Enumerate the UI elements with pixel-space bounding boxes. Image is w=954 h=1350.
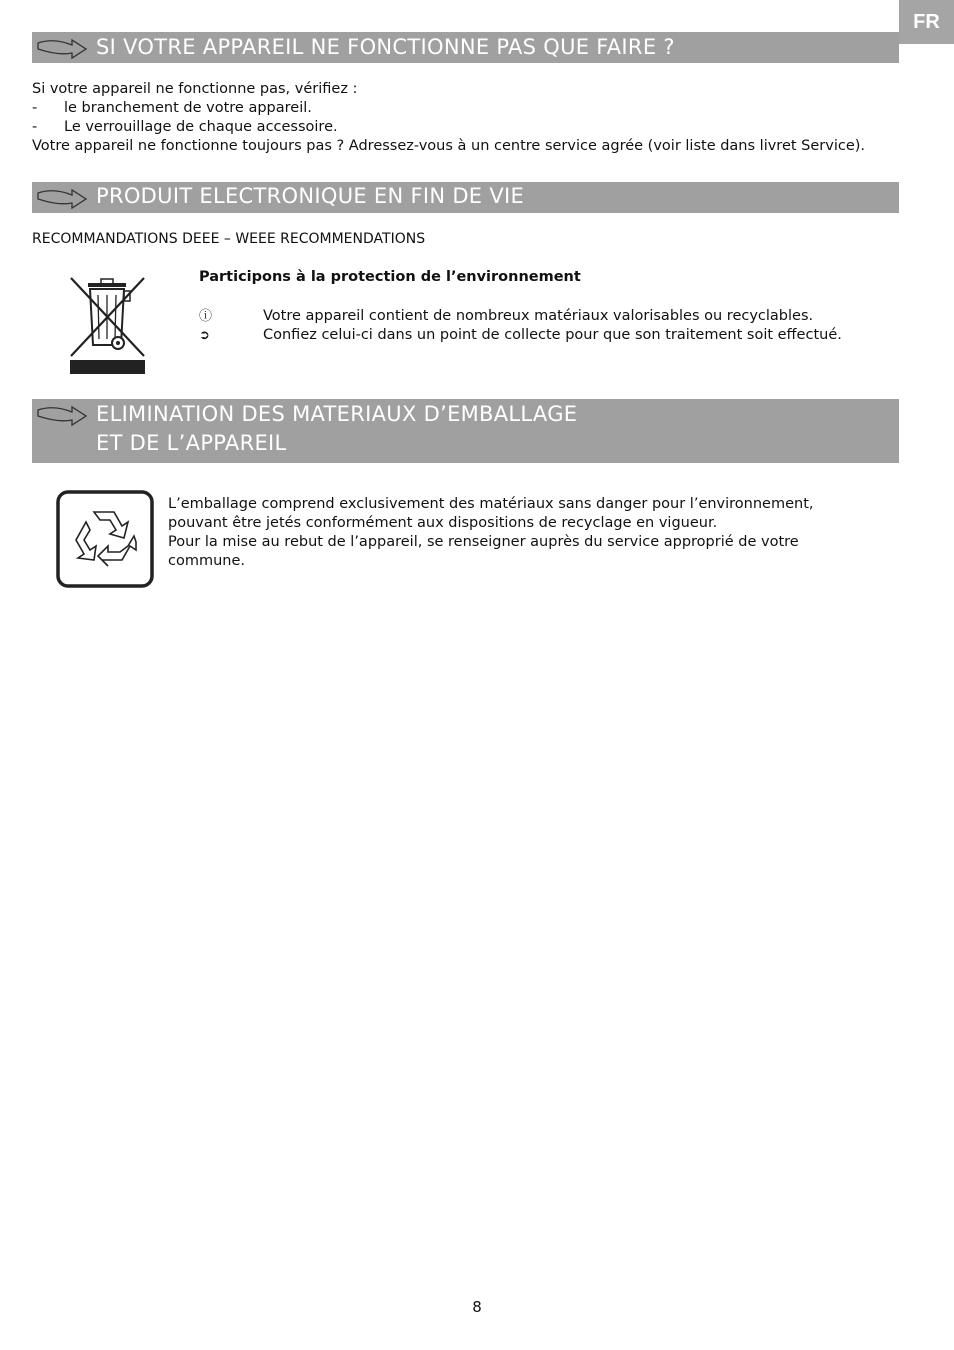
weee-list bbox=[199, 307, 842, 345]
arrow-icon bbox=[36, 187, 88, 211]
weee-title: Participons à la protection de l’environnement bbox=[199, 269, 581, 285]
list-item: - le branchement de votre appareil. bbox=[32, 100, 312, 116]
arrow-icon bbox=[36, 37, 88, 61]
paragraph-line: pouvant être jetés conformément aux dispositions de recyclage en vigueur. bbox=[168, 515, 718, 531]
packaging-text bbox=[168, 495, 888, 571]
intro-closing: Votre appareil ne fonctionne toujours pas ? Adressez-vous à un centre service agrée (voir liste dans livret Service). bbox=[32, 138, 866, 154]
paragraph-line: Pour la mise au rebut de l’appareil, se renseigner auprès du service approprié de votre bbox=[168, 534, 799, 550]
paragraph-line: commune. bbox=[168, 553, 246, 569]
arrow-icon bbox=[36, 404, 88, 428]
list-item: ➲ Confiez celui-ci dans un point de collecte pour que son traitement soit effectué. bbox=[199, 327, 842, 343]
section-title-line-2: ET DE L’APPAREIL bbox=[96, 431, 287, 455]
info-icon: ⓘ bbox=[199, 309, 213, 324]
section-header-end-of-life bbox=[32, 182, 899, 213]
page-number: 8 bbox=[472, 1298, 482, 1316]
paragraph-line: L’emballage comprend exclusivement des matériaux sans danger pour l’environnement, bbox=[168, 496, 814, 512]
arrow-bullet-icon: ➲ bbox=[199, 328, 210, 343]
section-title: PRODUIT ELECTRONIQUE EN FIN DE VIE bbox=[96, 184, 525, 208]
language-tab: FR bbox=[899, 0, 954, 44]
section-title-line-1: ELIMINATION DES MATERIAUX D’EMBALLAGE bbox=[96, 402, 578, 426]
recycle-icon bbox=[56, 490, 154, 588]
section-title: SI VOTRE APPAREIL NE FONCTIONNE PAS QUE FAIRE ? bbox=[96, 35, 675, 59]
troubleshooting-text bbox=[32, 80, 912, 156]
weee-caption: RECOMMANDATIONS DEEE – WEEE RECOMMENDATIONS bbox=[32, 231, 426, 247]
list-item: ⓘ Votre appareil contient de nombreux matériaux valorisables ou recyclables. bbox=[199, 308, 814, 324]
intro-lead: Si votre appareil ne fonctionne pas, vérifiez : bbox=[32, 81, 358, 97]
section-header-troubleshooting bbox=[32, 32, 899, 63]
list-item: - Le verrouillage de chaque accessoire. bbox=[32, 119, 338, 135]
crossed-out-wheelie-bin-icon bbox=[68, 275, 146, 374]
section-header-packaging-disposal bbox=[32, 399, 899, 463]
